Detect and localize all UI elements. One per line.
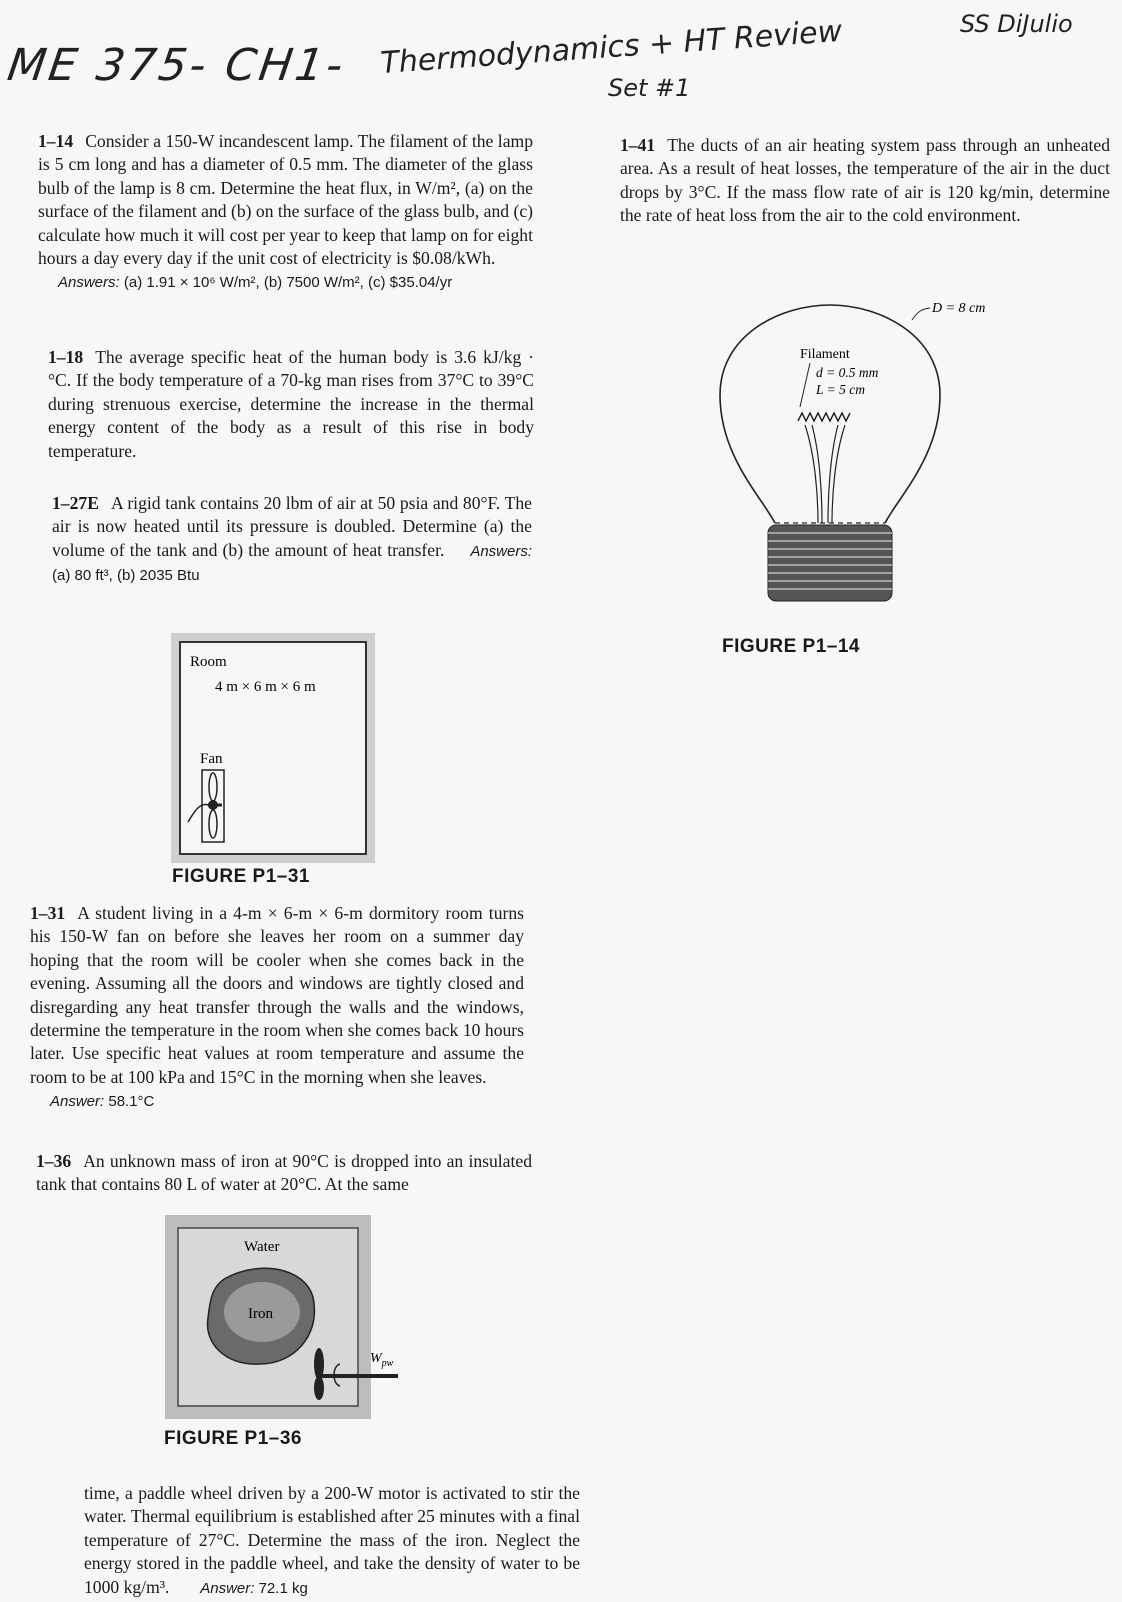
- answer-label: Answers:: [470, 542, 532, 560]
- problem-number: 1–18: [48, 347, 84, 367]
- problem-text: The average specific heat of the human body is 3.6 kJ/kg · °C. If the body temperature of a 70-kg man rises from 37°C to 39°C during strenuous exercise, determine the increase in the thermal energy content of the body as a result of this rise in body temperature.: [48, 347, 534, 461]
- bulb-diameter: D = 8 cm: [932, 301, 986, 316]
- figure-p1-14: [700, 295, 1030, 630]
- problem-text: Consider a 150-W incandescent lamp. The filament of the lamp is 5 cm long and has a diameter of 0.5 mm. The diameter of the glass bulb of the lamp is 8 cm. Determine the heat flux, in W/m², (a) on the surface of the filament and (b) on the surface of the glass bulb, and (c) calculate how much it will cost per year to keep that lamp on for eight hours a day every day if the unit cost of electricity is $0.08/kWh.: [38, 131, 533, 269]
- problem-number: 1–27E: [52, 493, 99, 513]
- answer-label: Answer:: [200, 1579, 255, 1597]
- problem-text: A rigid tank contains 20 lbm of air at 50 psia and 80°F. The air is now heated until its pressure is doubled. Determine (a) the volume of the tank and (b) the amount of heat transfer.: [52, 493, 532, 560]
- filament-leader: [800, 363, 810, 407]
- room-dimensions: 4 m × 6 m × 6 m: [215, 679, 316, 695]
- answer-line: [50, 1090, 524, 1113]
- problem-number: 1–36: [36, 1151, 72, 1171]
- room-interior: [180, 642, 366, 854]
- filament-label: Filament: [800, 347, 850, 362]
- problem-text: An unknown mass of iron at 90°C is dropped into an insulated tank that contains 80 L of water at 20°C. At the same: [36, 1151, 532, 1195]
- figure-caption-p1-14: FIGURE P1–14: [722, 636, 860, 657]
- handwritten-set-number: Set #1: [608, 74, 691, 102]
- problem-1-36-part1: [36, 1150, 532, 1197]
- problem-1-41: [620, 134, 1110, 228]
- problem-text: time, a paddle wheel driven by a 200-W motor is activated to stir the water. Thermal equilibrium is established after 25 minutes with a final temperature of 27°C. Determine the mass of the iron. Neglect the energy stored in the paddle wheel, and take the density of water to be 1000 kg/m³.: [84, 1483, 580, 1597]
- answer-value: 72.1 kg: [258, 1579, 308, 1597]
- problem-1-31: [30, 902, 524, 1114]
- iron-label: Iron: [248, 1306, 273, 1322]
- answer-value: 58.1°C: [108, 1093, 155, 1111]
- problem-number: 1–31: [30, 903, 66, 923]
- filament-length: L = 5 cm: [816, 382, 865, 397]
- problem-text: A student living in a 4-m × 6-m × 6-m dormitory room turns his 150-W fan on before she leaves her room on a summer day hoping that the room will be cooler when she comes back in the evening. Assuming all the doors and windows are tightly closed and disregarding any heat transfer through the walls and the windows, determine the temperature in the room when she comes back 10 hours later. Use specific heat values at room temperature and assume the room to be at 100 kPa and 15°C in the morning when she leaves.: [30, 903, 524, 1087]
- figure-p1-31: [170, 632, 376, 864]
- work-label: $W_{pw}$: [370, 1351, 394, 1369]
- answer-line: [200, 1580, 308, 1597]
- handwritten-course-title: ME 375- CH1-: [4, 40, 349, 91]
- handwritten-author: SS DiJulio: [960, 10, 1073, 38]
- problem-number: 1–41: [620, 135, 656, 155]
- filament-coil: [798, 413, 850, 421]
- answer-label: Answers:: [58, 274, 120, 292]
- figure-caption-p1-31: FIGURE P1–31: [172, 866, 310, 887]
- figure-p1-36: [164, 1214, 404, 1420]
- handwritten-topic: Thermodynamics + HT Review: [379, 13, 844, 82]
- fan-label: Fan: [200, 751, 223, 767]
- answer-label: Answer:: [50, 1093, 105, 1111]
- filament-diameter: d = 0.5 mm: [816, 365, 879, 380]
- answer-value: (a) 80 ft³, (b) 2035 Btu: [52, 567, 200, 585]
- problem-1-18: [48, 346, 534, 463]
- water-label: Water: [244, 1239, 280, 1255]
- answer-line: [58, 271, 533, 294]
- problem-text: The ducts of an air heating system pass through an unheated area. As a result of heat losses, the temperature of the air in the duct drops by 3°C. If the mass flow rate of air is 120 kg/min, determine the rate of heat loss from the air to the cold environment.: [620, 135, 1110, 226]
- room-label: Room: [190, 654, 227, 670]
- problem-1-27E: [52, 492, 532, 588]
- problem-number: 1–14: [38, 131, 74, 151]
- filament-stem: [805, 425, 845, 523]
- problem-1-36-part2: [84, 1482, 580, 1600]
- figure-caption-p1-36: FIGURE P1–36: [164, 1428, 302, 1449]
- problem-1-14: [38, 130, 533, 295]
- bulb-base: [768, 525, 892, 601]
- glass-bulb: [720, 305, 940, 523]
- answer-value: (a) 1.91 × 10⁶ W/m², (b) 7500 W/m², (c) $35.04/yr: [123, 274, 453, 292]
- bulb-diameter-leader: [912, 308, 930, 320]
